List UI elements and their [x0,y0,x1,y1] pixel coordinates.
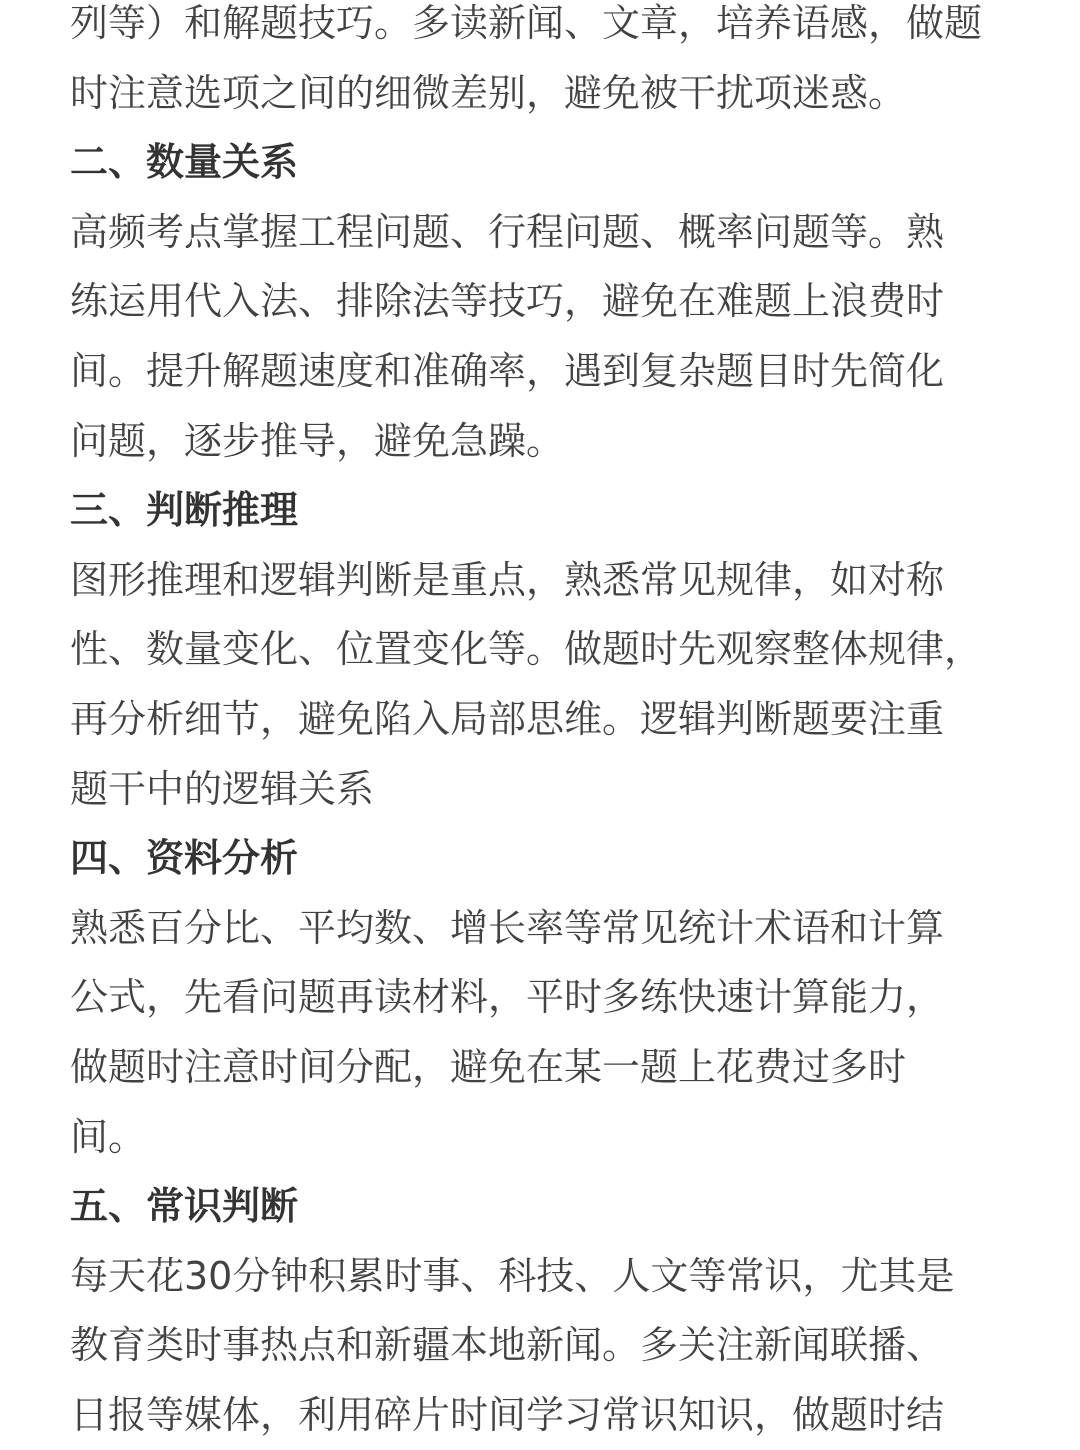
section-common-sense [70,1172,1010,1450]
paragraph-line: 教育类时事热点和新疆本地新闻。多关注新闻联播、 [70,1323,945,1368]
paragraph-line: 再分析细节，避免陷入局部思维。逻辑判断题要注重 [70,696,945,741]
section-data-analysis [70,824,1010,1172]
paragraph-line: 问题，逐步推导，避免急躁。 [70,418,565,463]
paragraph-line: 练运用代入法、排除法等技巧，避免在难题上浪费时 [70,279,945,324]
paragraph-line: 题干中的逻辑关系 [70,766,375,811]
paragraph-line: 公式，先看问题再读材料，平时多练快速计算能力， [70,975,945,1020]
paragraph-line: 日报等媒体，利用碎片时间学习常识知识，做题时结 [70,1392,945,1437]
paragraph-line: 高频考点掌握工程问题、行程问题、概率问题等。熟 [70,209,945,254]
paragraph-line: 性、数量变化、位置变化等。做题时先观察整体规律， [70,627,983,672]
paragraph-line: 图形推理和逻辑判断是重点，熟悉常见规律，如对称 [70,557,945,602]
section-heading: 三、判断推理 [70,488,299,533]
section-heading: 二、数量关系 [70,140,299,185]
paragraph-line: 每天花30分钟积累时事、科技、人文等常识，尤其是 [70,1253,955,1298]
intro-paragraph [70,0,1010,128]
section-quantity [70,128,1010,476]
article-body [70,0,1010,1450]
paragraph-line: 熟悉百分比、平均数、增长率等常见统计术语和计算 [70,905,945,950]
intro-line: 列等）和解题技巧。多读新闻、文章，培养语感，做题 [70,1,983,45]
section-reasoning [70,476,1010,824]
paragraph-line: 做题时注意时间分配，避免在某一题上花费过多时 [70,1044,907,1089]
section-heading: 五、常识判断 [70,1184,299,1229]
intro-line: 时注意选项之间的细微差别，避免被干扰项迷惑。 [70,70,907,115]
paragraph-line: 间。提升解题速度和准确率，遇到复杂题目时先简化 [70,348,945,393]
paragraph-line: 间。 [70,1114,147,1159]
section-heading: 四、资料分析 [70,836,299,881]
